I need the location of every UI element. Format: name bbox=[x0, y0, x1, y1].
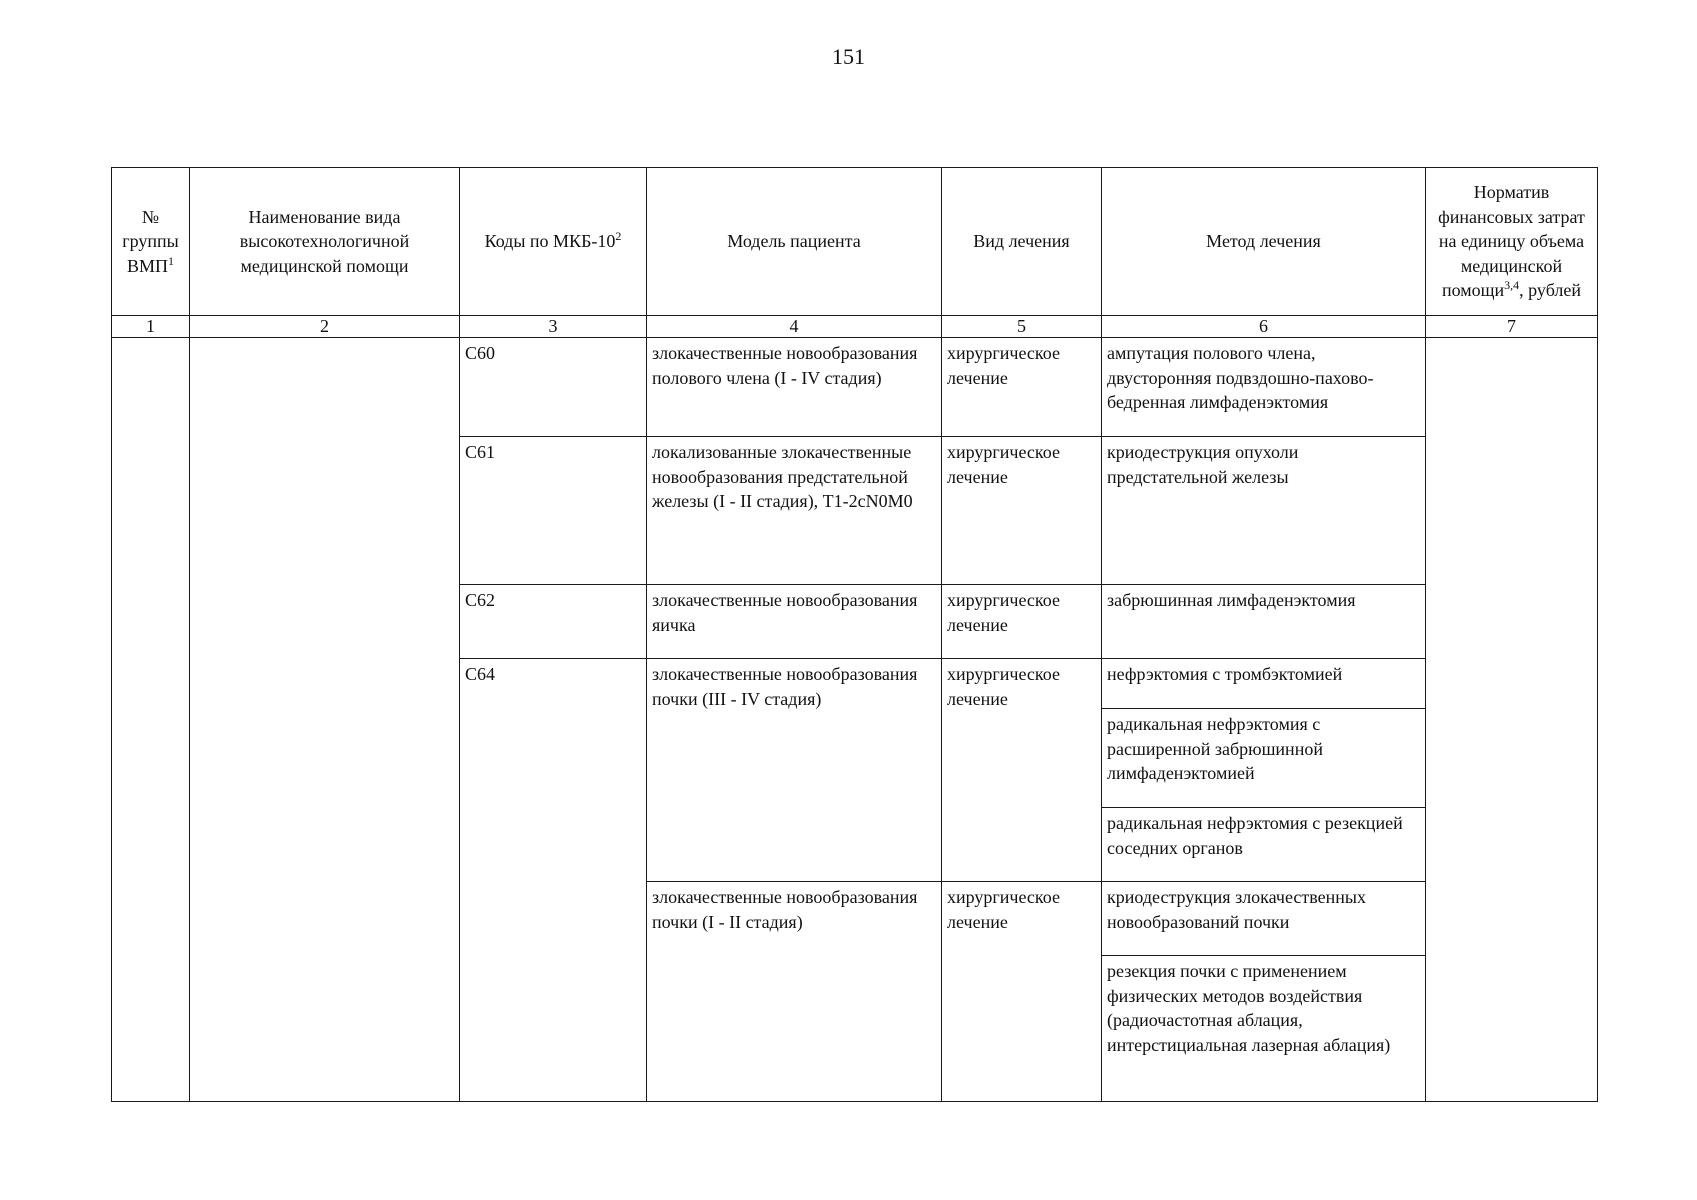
column-number: 7 bbox=[1426, 316, 1598, 338]
medical-care-table bbox=[111, 167, 1598, 1102]
patient-model-cell: злокачественные новообразования полового члена (I - IV стадия) bbox=[647, 338, 942, 437]
treatment-method-cell: радикальная нефрэктомия с резекцией соседних органов bbox=[1102, 808, 1426, 882]
patient-model-cell: локализованные злокачественные новообразования предстательной железы (I - II стадия), T1-2cN0M0 bbox=[647, 437, 942, 585]
column-number: 3 bbox=[460, 316, 647, 338]
header-group-number: № группы ВМП$^1$ bbox=[112, 168, 190, 316]
column-number: 1 bbox=[112, 316, 190, 338]
header-care-type: Наименование вида высокотехнологичной медицинской помощи bbox=[190, 168, 460, 316]
treatment-method-cell: криодеструкция злокачественных новообразований почки bbox=[1102, 882, 1426, 956]
treatment-type-cell: хирургическое лечение bbox=[942, 882, 1102, 1102]
page-number: 151 bbox=[832, 44, 865, 69]
patient-model-cell: злокачественные новообразования почки (III - IV стадия) bbox=[647, 659, 942, 882]
header-patient-model: Модель пациента bbox=[647, 168, 942, 316]
icd-code-cell: C61 bbox=[460, 437, 647, 585]
treatment-method-cell: нефрэктомия с тромбэктомией bbox=[1102, 659, 1426, 709]
column-number: 6 bbox=[1102, 316, 1426, 338]
header-icd-codes: Коды по МКБ-$10^2$ bbox=[460, 168, 647, 316]
treatment-method-cell: ампутация полового члена, двусторонняя подвздошно-пахово-бедренная лимфаденэктомия bbox=[1102, 338, 1426, 437]
cost-standard-cell bbox=[1426, 338, 1598, 1102]
icd-code-cell: C60 bbox=[460, 338, 647, 437]
group-number-cell bbox=[112, 338, 190, 1102]
patient-model-cell: злокачественные новообразования яичка bbox=[647, 585, 942, 659]
treatment-type-cell: хирургическое лечение bbox=[942, 585, 1102, 659]
icd-code-cell: C64 bbox=[460, 659, 647, 1102]
column-number: 4 bbox=[647, 316, 942, 338]
header-treatment-method: Метод лечения bbox=[1102, 168, 1426, 316]
treatment-method-cell: радикальная нефрэктомия с расширенной забрюшинной лимфаденэктомией bbox=[1102, 709, 1426, 808]
header-cost-standard: Норматив финансовых затрат на единицу объема медицинской помощи$^{3,4}$, рублей bbox=[1426, 168, 1598, 316]
table-row bbox=[112, 338, 1598, 437]
header-treatment-type: Вид лечения bbox=[942, 168, 1102, 316]
icd-code-cell: C62 bbox=[460, 585, 647, 659]
treatment-method-cell: криодеструкция опухоли предстательной железы bbox=[1102, 437, 1426, 585]
treatment-method-cell: резекция почки с применением физических методов воздействия (радиочастотная аблация, интерстициальная лазерная аблация) bbox=[1102, 956, 1426, 1102]
care-type-cell bbox=[190, 338, 460, 1102]
treatment-type-cell: хирургическое лечение bbox=[942, 659, 1102, 882]
treatment-type-cell: хирургическое лечение bbox=[942, 338, 1102, 437]
header-row bbox=[112, 168, 1598, 316]
column-number: 2 bbox=[190, 316, 460, 338]
patient-model-cell: злокачественные новообразования почки (I - II стадия) bbox=[647, 882, 942, 1102]
treatment-method-cell: забрюшинная лимфаденэктомия bbox=[1102, 585, 1426, 659]
column-number: 5 bbox=[942, 316, 1102, 338]
column-number-row bbox=[112, 316, 1598, 338]
treatment-type-cell: хирургическое лечение bbox=[942, 437, 1102, 585]
